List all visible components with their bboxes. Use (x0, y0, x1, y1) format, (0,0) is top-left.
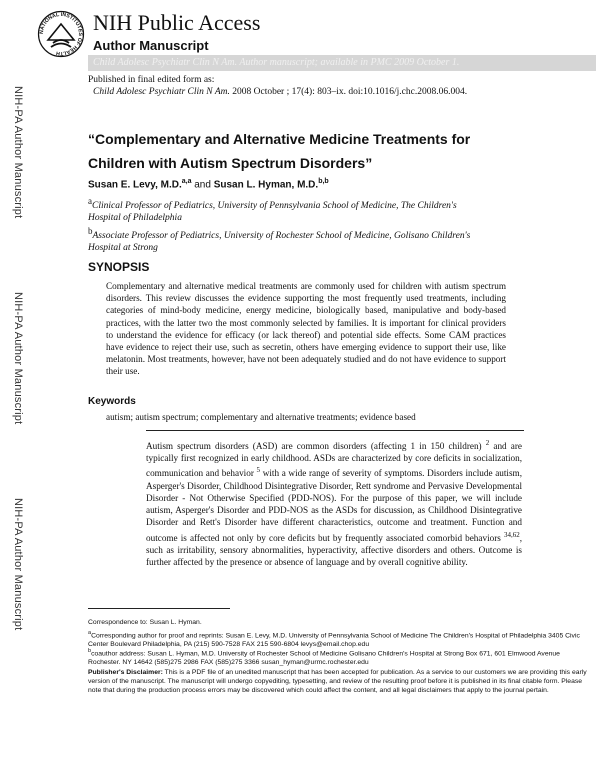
footnote-b (88, 647, 588, 667)
section-divider (146, 430, 524, 431)
published-label: Published in final edited form as: (88, 75, 215, 85)
citation-banner-text: Child Adolesc Psychiatr Clin N Am. Author manuscript; available in PMC 2009 October 1. (93, 57, 460, 68)
body-paragraph (146, 437, 522, 568)
reference-2: 2 (485, 439, 490, 447)
keywords-heading: Keywords (88, 396, 136, 407)
author-2-name: Susan L. Hyman, M.D. (213, 179, 319, 191)
author-manuscript-label: Author Manuscript (93, 38, 209, 53)
sidebar-watermark-2: NIH-PA Author Manuscript (12, 292, 24, 425)
publisher-disclaimer (88, 668, 588, 695)
affiliation-a (88, 195, 488, 224)
footnote-a-label: a (88, 630, 92, 636)
footnote-b-label: b (88, 648, 92, 654)
body-text-3: with a wide range of severity of symptoms. Disorders include autism, Asperger's Disorder, Childhood Disintegrative Disorder, Rett syndrome and Pervasive Developmental Disorder - Not Otherwise Specified (PDD-NOS). For the purpose of this paper, we will include autism, Asperger's Disorder and PDD-NOS as the ASDs for discussion, as Childhood Disintegrative Disorder and Rett's Disorder have different characteristics, outcome and treatment. Function and outcome is affected not only by core deficits but by frequently associated comorbid behaviors (146, 468, 523, 543)
body-text-4: , such as irritability, sensory abnormalities, hyperactivity, affective disorders and others. Outcome is further affected by the presence or absence of language and by overall cognitive ability. (146, 532, 522, 568)
affiliation-b-label: b (88, 226, 93, 236)
body-text-2: and are typically first recognized in early childhood. ASDs are characterized by core deficits in socialization, communication and behavior (146, 441, 522, 479)
footnote-a-text: Corresponding author for proof and reprints: Susan E. Levy, M.D. University of Pennsylvania School of Medicine The Children's Hospital of Philadelphia 3405 Civic Center Boulevard Philadelphia, PA (215) 590-7528 FAX 215 590-6804 levys@email.chop.edu (88, 632, 580, 649)
affiliation-b-text: Associate Professor of Pediatrics, University of Rochester School of Medicine, Golisano Children's Hospital at Strong (88, 231, 471, 254)
affiliation-a-label: a (88, 196, 92, 206)
svg-text:NATIONAL INSTITUTES OF HEALTH: NATIONAL INSTITUTES OF HEALTH (38, 11, 84, 57)
author-line (88, 178, 329, 190)
author-1-name: Susan E. Levy, M.D. (88, 179, 182, 191)
keywords-text: autism; autism spectrum; complementary and alternative treatments; evidence based (106, 412, 416, 422)
reference-5: 5 (256, 466, 261, 475)
nih-public-access-title: NIH Public Access (93, 10, 261, 35)
footnote-b-text: coauthor address: Susan L. Hyman, M.D. University of Rochester School of Medicine Golisano Children's Hospital at Strong Box 671, 601 Elmwood Avenue Rochester. NY 14642 (585)275 2986 FAX (585)275 3366 susan_hyman@urmc.rochester.edu (88, 650, 560, 667)
nih-seal-logo (37, 10, 85, 58)
article-title: “Complementary and Alternative Medicine Treatments for Children with Autism Spectrum Disorders” (88, 131, 471, 171)
publication-details: 2008 October ; 17(4): 803–ix. doi:10.1016/j.chc.2008.06.004. (232, 87, 468, 97)
journal-name: Child Adolesc Psychiatr Clin N Am. (93, 87, 230, 97)
correspondence-note: Correspondence to: Susan L. Hyman. (88, 619, 202, 626)
synopsis-heading: SYNOPSIS (88, 260, 150, 274)
affiliation-a-text: Clinical Professor of Pediatrics, University of Pennsylvania School of Medicine, The Children's Hospital of Philadelphia (88, 201, 457, 224)
sidebar-watermark-1: NIH-PA Author Manuscript (12, 86, 24, 219)
sidebar-watermark-3: NIH-PA Author Manuscript (12, 498, 24, 631)
affiliation-b (88, 225, 488, 254)
author-2-affiliation-mark: b,b (318, 178, 329, 185)
footnote-divider (88, 608, 230, 609)
synopsis-text: Complementary and alternative medical treatments are commonly used for children with autism spectrum disorders. This review discusses the evidence supporting the most frequently used treatments, including categories of mind-body medicine, energy medicine, biologically based, manipulative and body-based practices, with the latter two the most commonly selected by families. It is important for clinical providers to understand the evidence for efficacy (or lack thereof) and potential side effects. Some CAM practices have evidence to reject their use, such as secretin, others have emerging evidence to support their use, like melatonin. Most treatments, however, have not been adequately studied and do not have evidence to support their use. (106, 281, 506, 377)
disclaimer-text: This is a PDF file of an unedited manuscript that has been accepted for publication. As a service to our customers we are providing this early version of the manuscript. The manuscript will undergo copyediting, typesetting, and review of the resulting proof before it is published in its final citable form. Please note that during the production process errors may be discovered which could affect the content, and all legal disclaimers that apply to the journal pertain. (88, 669, 587, 694)
publication-citation (93, 87, 467, 97)
body-text-1: Autism spectrum disorders (ASD) are common disorders (affecting 1 in 150 children) (146, 441, 486, 452)
author-conjunction: and (194, 179, 211, 191)
disclaimer-label: Publisher's Disclaimer: (88, 669, 163, 676)
reference-34-62: 34,62 (503, 530, 520, 539)
author-1-affiliation-mark: a,a (181, 178, 192, 185)
